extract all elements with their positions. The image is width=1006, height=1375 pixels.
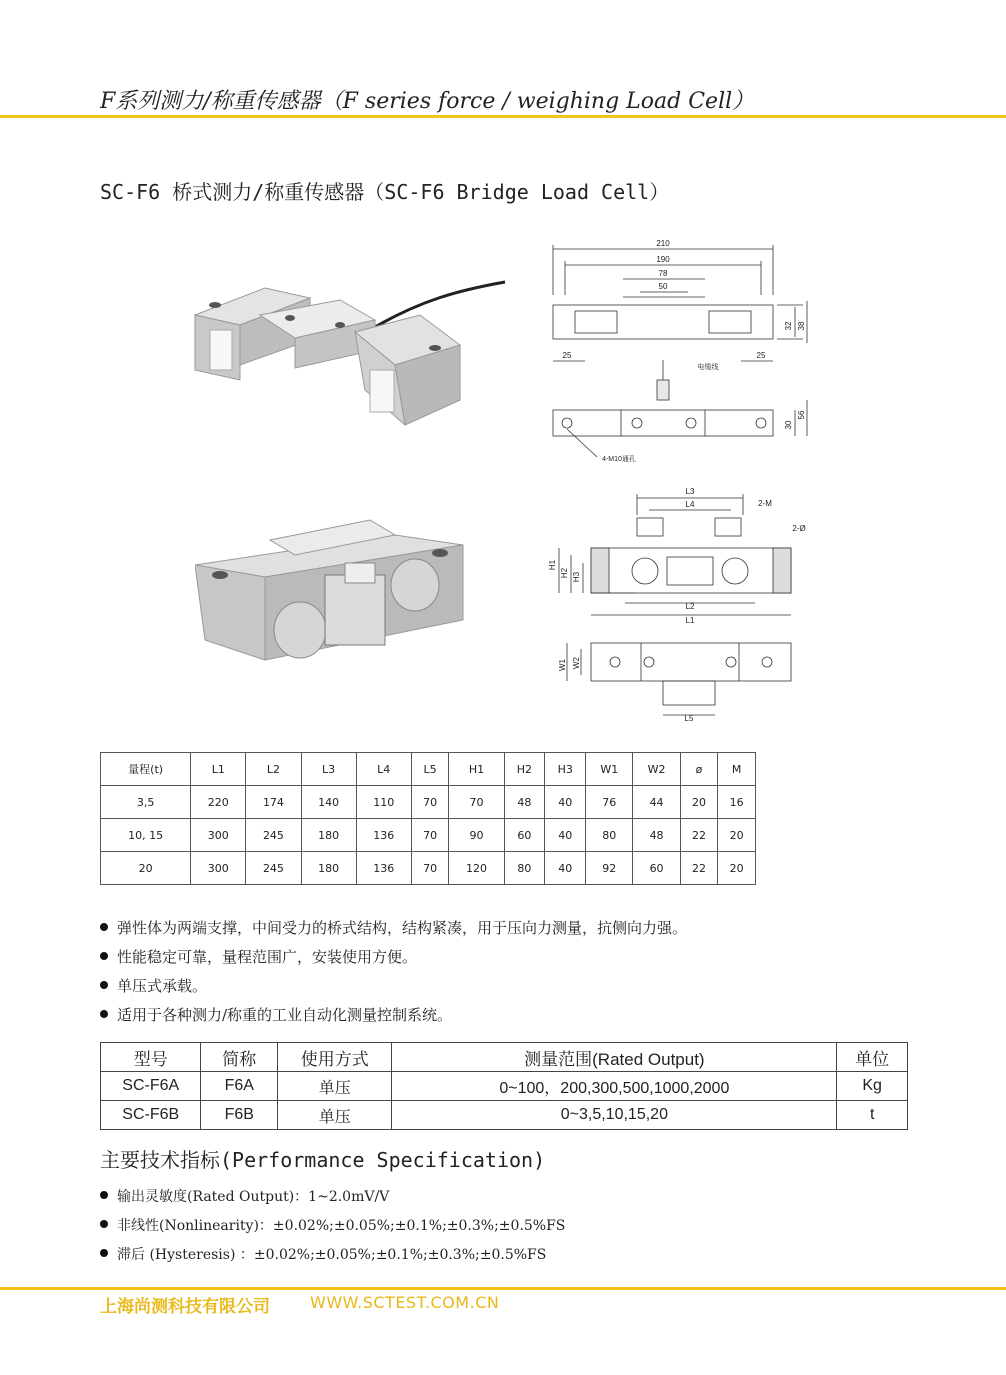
table-cell: SC-F6B [101,1101,201,1130]
bullet-icon [100,1220,108,1228]
table-header-cell: L3 [301,753,356,786]
drawing-bottom [545,485,820,725]
table-cell: 70 [411,852,449,885]
table-cell: 220 [191,786,246,819]
table-cell: 136 [356,819,411,852]
dim-25-left: 25 [562,351,572,360]
table-cell: Kg [837,1072,908,1101]
label-l4: L4 [685,500,695,509]
table-cell: 70 [411,786,449,819]
table-cell: 40 [545,852,586,885]
bullet-icon [100,1010,108,1018]
table-cell: 20 [101,852,191,885]
performance-item [100,1215,565,1235]
table-row [101,819,756,852]
header-title: F系列测力/称重传感器（F series force / weighing Load Cell） [100,89,755,114]
table-cell: 120 [449,852,504,885]
bullet-icon [100,923,108,931]
table-cell: 70 [411,819,449,852]
hole-label: 4-M10通孔 [602,456,636,463]
table-cell: 80 [504,852,545,885]
feature-item [100,975,207,996]
label-2m: 2-M [758,499,772,508]
table-cell: 10, 15 [101,819,191,852]
dimension-table-header [101,753,756,786]
table-header-cell: 测量范围(Rated Output) [392,1043,837,1072]
load-cell-photo-top [190,270,510,430]
footer-divider [0,1287,1006,1290]
table-header-cell: ø [680,753,718,786]
table-cell: 60 [504,819,545,852]
model-table-header [101,1043,908,1072]
table-header-cell: L4 [356,753,411,786]
bullet-icon [100,1191,108,1199]
feature-item [100,1004,452,1025]
cable-label: 电缆线 [697,364,719,371]
table-row [101,852,756,885]
table-header-cell: H3 [545,753,586,786]
table-cell: 44 [633,786,680,819]
table-cell: 180 [301,819,356,852]
feature-text: 弹性体为两端支撑，中间受力的桥式结构，结构紧凑，用于压向力测量，抗侧向力强。 [117,919,688,937]
dim-56: 56 [797,410,806,420]
label-h1: H1 [548,559,557,571]
dim-38: 38 [797,321,806,331]
table-cell: 70 [449,786,504,819]
dim-50: 50 [658,282,668,291]
table-header-cell: H1 [449,753,504,786]
dim-32: 32 [784,321,793,331]
table-cell: 60 [633,852,680,885]
table-row [101,786,756,819]
table-cell: 300 [191,852,246,885]
label-l5: L5 [684,714,694,723]
label-w1: W1 [558,659,567,671]
table-cell: 92 [586,852,633,885]
dim-78: 78 [658,269,668,278]
label-l1: L1 [685,616,695,625]
table-header-cell: 量程(t) [101,753,191,786]
feature-text: 适用于各种测力/称重的工业自动化测量控制系统。 [117,1006,453,1024]
performance-text: 滞后 (Hysteresis) ：±0.02%;±0.05%;±0.1%;±0.3%;±0.5%FS [117,1247,547,1263]
table-header-cell: 使用方式 [278,1043,392,1072]
label-h3: H3 [572,571,581,583]
dim-30: 30 [784,420,793,430]
dim-190: 190 [656,255,670,264]
label-2phi: 2-Ø [792,524,806,533]
table-header-cell: W2 [633,753,680,786]
table-header-cell: 单位 [837,1043,908,1072]
table-cell: 20 [718,819,756,852]
table-header-cell: H2 [504,753,545,786]
bullet-icon [100,981,108,989]
feature-text: 性能稳定可靠，量程范围广，安装使用方便。 [117,948,418,966]
dimension-table [100,752,756,885]
table-header-cell: L5 [411,753,449,786]
label-h2: H2 [560,567,569,579]
table-cell: 单压 [278,1101,392,1130]
footer-url[interactable]: WWW.SCTEST.COM.CN [310,1293,500,1312]
table-cell: 90 [449,819,504,852]
table-cell: 136 [356,852,411,885]
table-cell: 80 [586,819,633,852]
drawing-top [545,235,825,467]
feature-item [100,946,417,967]
table-cell: SC-F6A [101,1072,201,1101]
table-cell: 20 [718,852,756,885]
table-cell: 3,5 [101,786,191,819]
dim-210: 210 [656,239,670,248]
label-w2: W2 [572,657,581,669]
table-cell: F6A [201,1072,278,1101]
bullet-icon [100,952,108,960]
table-header-cell: L1 [191,753,246,786]
table-cell: 140 [301,786,356,819]
table-cell: 174 [246,786,301,819]
table-cell: 22 [680,819,718,852]
table-row [101,1101,908,1130]
table-cell: 180 [301,852,356,885]
table-cell: 76 [586,786,633,819]
table-cell: t [837,1101,908,1130]
product-title: SC-F6 桥式测力/称重传感器（SC-F6 Bridge Load Cell） [100,180,670,204]
footer-company: 上海尚测科技有限公司 [100,1297,270,1317]
label-l3: L3 [685,487,695,496]
table-cell: 300 [191,819,246,852]
table-cell: F6B [201,1101,278,1130]
table-cell: 0~3,5,10,15,20 [392,1101,837,1130]
bullet-icon [100,1249,108,1257]
header-divider [0,115,1006,118]
table-cell: 40 [545,819,586,852]
performance-title: 主要技术指标(Performance Specification) [100,1148,546,1172]
table-cell: 245 [246,852,301,885]
load-cell-photo-bottom [195,515,465,665]
table-cell: 245 [246,819,301,852]
table-header-cell: L2 [246,753,301,786]
dim-25-right: 25 [756,351,766,360]
table-header-cell: 型号 [101,1043,201,1072]
table-cell: 20 [680,786,718,819]
table-header-cell: W1 [586,753,633,786]
model-table [100,1042,908,1130]
table-cell: 40 [545,786,586,819]
table-cell: 16 [718,786,756,819]
feature-item [100,917,687,938]
label-l2: L2 [685,602,695,611]
table-header-cell: M [718,753,756,786]
table-row [101,1072,908,1101]
table-cell: 单压 [278,1072,392,1101]
performance-item [100,1244,546,1264]
performance-text: 输出灵敏度(Rated Output)：1~2.0mV/V [117,1189,390,1205]
performance-text: 非线性(Nonlinearity)：±0.02%;±0.05%;±0.1%;±0.3%;±0.5%FS [117,1218,566,1234]
feature-text: 单压式承载。 [117,977,208,995]
table-cell: 0~100，200,300,500,1000,2000 [392,1072,837,1101]
table-cell: 110 [356,786,411,819]
performance-item [100,1186,389,1206]
table-cell: 22 [680,852,718,885]
table-cell: 48 [633,819,680,852]
table-cell: 48 [504,786,545,819]
table-header-cell: 简称 [201,1043,278,1072]
